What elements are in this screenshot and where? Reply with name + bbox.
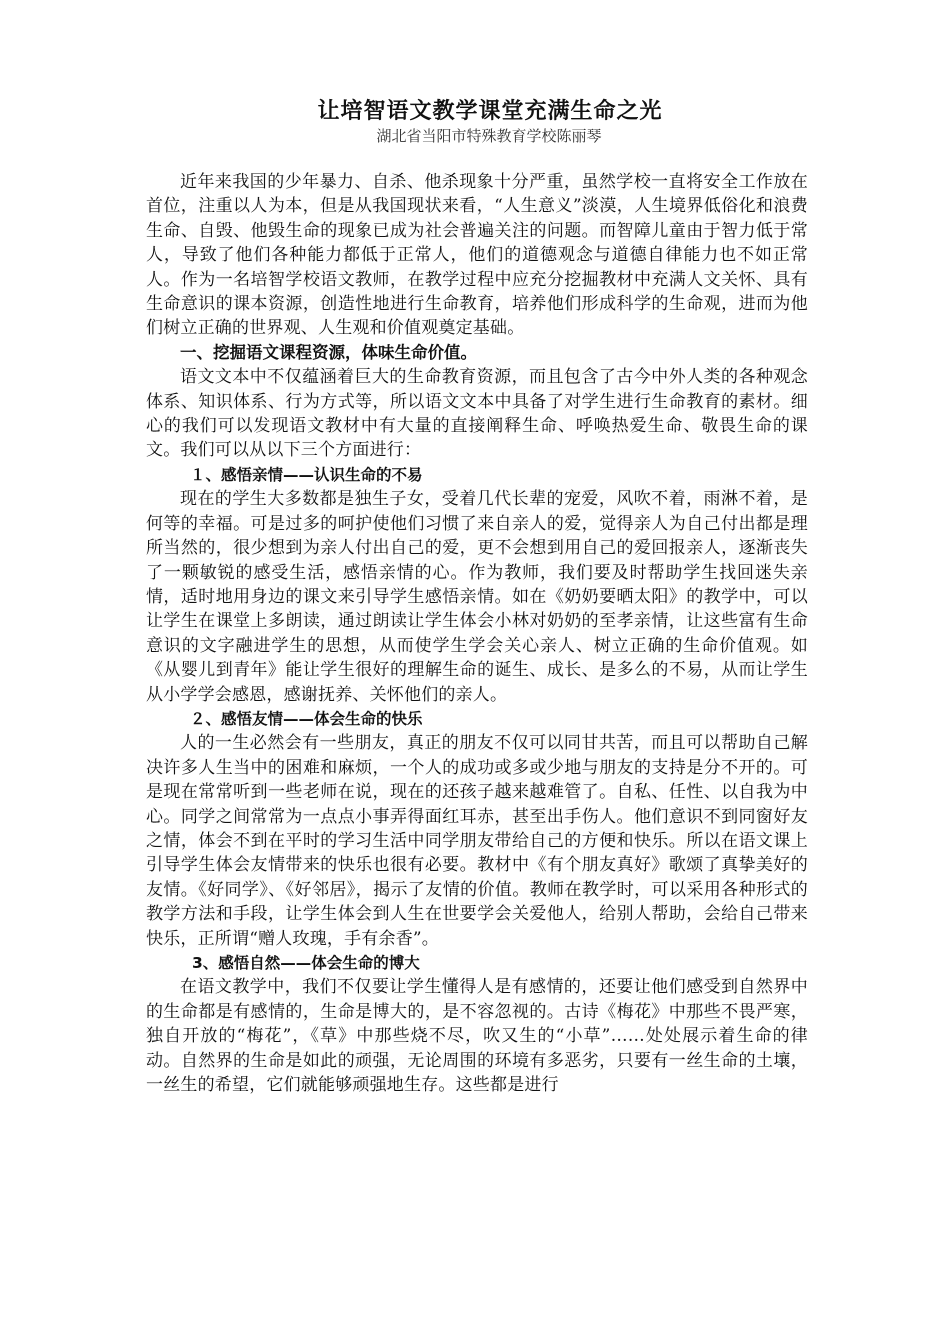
document-page xyxy=(146,96,808,1097)
subsection-3-heading: 3、感悟自然——体会生命的博大 xyxy=(192,954,420,972)
document-title: 让培智语文教学课堂充满生命之光 xyxy=(317,98,663,124)
subsection-1-heading: １、感悟亲情——认识生命的不易 xyxy=(190,465,423,484)
subsection-1-paragraph: 现在的学生大多数都是独生子女，受着几代长辈的宠爱，风吹不着，雨淋不着，是何等的幸福。可是过多的呵护使他们习惯了来自亲人的爱，觉得亲人为自己付出都是理所当然的，很少想到为亲人付出自己的爱，更不会想到用自己的爱回报亲人，逐渐丧失了一颗敏锐的感受生活，感悟亲情的心。作为教师，我们要及时帮助学生找回迷失亲情，适时地用身边的课文来引导学生感悟亲情。如在《奶奶要晒太阳》的教学中，可以让学生在课堂上多朗读，通过朗读让学生体会小林对奶奶的至孝亲情，让这些富有生命意识的文字融进学生的思想，从而使学生学会关心亲人、树立正确的生命价值观。如《从婴儿到青年》能让学生很好的理解生命的诞生、成长、是多么的不易，从而让学生从小学学会感恩，感谢抚养、关怀他们的亲人。 xyxy=(146,489,808,705)
title-spacer xyxy=(146,146,808,170)
subsection-2-paragraph: 人的一生必然会有一些朋友，真正的朋友不仅可以同甘共苦，而且可以帮助自己解决许多人生当中的困难和麻烦，一个人的成功或多或少地与朋友的支持是分不开的。可是现在常常听到一些老师在说，现在的还孩子越来越难管了。自私、任性、以自我为中心。同学之间常常为一点点小事弄得面红耳赤，甚至出手伤人。他们意识不到同窗好友之情，体会不到在平时的学习生活中同学朋友带给自己的方便和快乐。所以在语文课上引导学生体会友情带来的快乐也很有必要。教材中《有个朋友真好》歌颂了真挚美好的友情。《好同学》、《好邻居》，揭示了友情的价值。教师在教学时，可以采用各种形式的教学方法和手段，让学生体会到人生在世要学会关爱他人，给别人帮助，会给自己带来快乐，正所谓“赠人玫瑰，手有余香”。 xyxy=(146,733,808,949)
section-1-heading: 一、挖掘语文课程资源，体味生命价值。 xyxy=(180,342,477,362)
subsection-3-paragraph: 在语文教学中，我们不仅要让学生懂得人是有感情的，还要让他们感受到自然界中的生命都是有感情的，生命是博大的，是不容忽视的。古诗《梅花》中那些不畏严寒，独自开放的“梅花”，《草》中那些烧不尽，吹又生的“小草”……处处展示着生命的律动。自然界的生命是如此的顽强，无论周围的环境有多恶劣，只要有一丝生命的土壤，一丝生的希望，它们就能够顽强地生存。这些都是进行 xyxy=(146,977,808,1096)
intro-paragraph: 近年来我国的少年暴力、自杀、他杀现象十分严重，虽然学校一直将安全工作放在首位，注重以人为本，但是从我国现状来看，“人生意义”淡漠，人生境界低俗化和浪费生命、自毁、他毁生命的现象已成为社会普遍关注的问题。而智障儿童由于智力低于常人，导致了他们各种能力都低于正常人，他们的道德观念与道德自律能力也不如正常人。作为一名培智学校语文教师，在教学过程中应充分挖掘教材中充满人文关怀、具有生命意识的课本资源，创造性地进行生命教育，培养他们形成科学的生命观，进而为他们树立正确的世界观、人生观和价值观奠定基础。 xyxy=(146,172,808,339)
subsection-2-heading: ２、感悟友情——体会生命的快乐 xyxy=(190,709,423,728)
document-author: 湖北省当阳市特殊教育学校陈丽琴 xyxy=(376,127,602,145)
section-1-paragraph: 语文文本中不仅蕴涵着巨大的生命教育资源，而且包含了古今中外人类的各种观念体系、知识体系、行为方式等，所以语文文本中具备了对学生进行生命教育的素材。细心的我们可以发现语文教材中有大量的直接阐释生命、呼唤热爱生命、敬畏生命的课文。我们可以从以下三个方面进行： xyxy=(146,367,808,461)
